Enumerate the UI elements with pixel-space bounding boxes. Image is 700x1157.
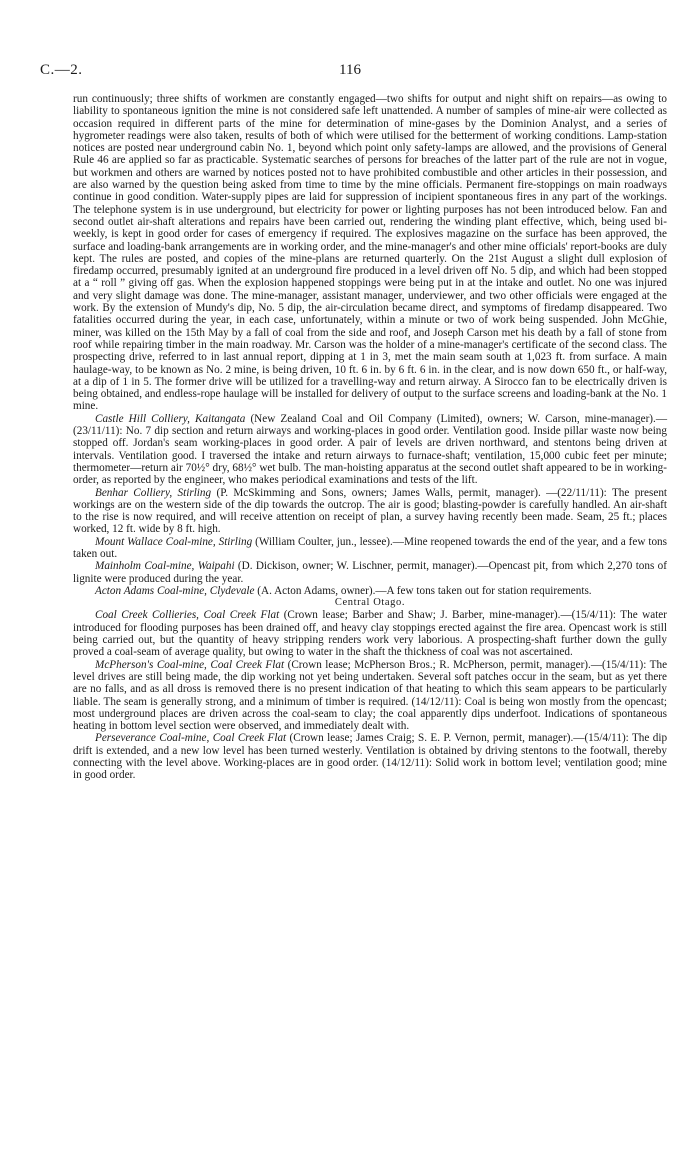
page-header	[40, 62, 660, 82]
paragraph-text: (Crown lease; McPherson Bros.; R. McPherson, permit, manager).—(15/4/11): The level drives are still being made, the dip working not yet being undertaken. Several soft patches occur in the seam, but as yet there are no falls, and as all dross is removed there is no present indication of that heating to which this seam appears to be particularly liable. The seam is generally strong, and a minimum of timber is required. (14/12/11): Coal is being won mostly from the opencast; most underground places are driven across the coal-seam to clay; the coal apparently dips underfoot. Indications of spontaneous heating in bottom level section were observed, and immediately dealt with.	[73, 658, 668, 733]
paragraph	[73, 536, 667, 561]
mine-location: Coal Creek Flat	[212, 732, 287, 745]
mine-location: Coal Creek Flat	[203, 609, 280, 622]
mine-name: Perseverance Coal-mine,	[95, 732, 210, 745]
document-body	[73, 93, 667, 782]
paragraph	[73, 585, 667, 597]
mine-name: Acton Adams Coal-mine,	[95, 584, 207, 597]
mine-name: McPherson's Coal-mine,	[95, 658, 207, 671]
mine-name: Benhar Colliery,	[95, 486, 173, 499]
paragraph	[73, 732, 667, 781]
paragraph-text: (Crown lease; James Craig; S. E. P. Vernon, permit, manager).—(15/4/11): The dip drift is extended, and a new low level has been turned westerly. Ventilation is obtained by driving stentons to the footwall, thereby connecting with the level above. Working-places are in good order. (14/12/11): Solid work in bottom level; ventilation good; mine in good order.	[73, 732, 668, 782]
mine-location: Kaitangata	[195, 412, 246, 425]
paragraph	[73, 659, 667, 733]
mine-location: Stirling	[218, 535, 253, 548]
paragraph-text: (A. Acton Adams, owner).—A few tons taken out for station requirements.	[257, 584, 592, 597]
paragraph	[73, 93, 667, 413]
mine-name: Coal Creek Collieries,	[95, 609, 199, 622]
paragraph-text: (P. McSkimming and Sons, owners; James Walls, permit, manager). —(22/11/11): The present workings are on the western side of the dip towards the outcrop. The air is good; blasting-powder is carefully handled. An air-shaft to the rise is now required, and will receive attention on receipt of plan, a survey having recently been made. Seam, 25 ft.; places worked, 12 ft. wide by 8 ft. high.	[73, 486, 668, 536]
paragraph-text: (Crown lease; Barber and Shaw; J. Barber, mine-manager).—(15/4/11): The water introduced for flooding purposes has been drained off, and heavy clay stoppings erected against the fire area. Opencast work is still being carried out, but the quantity of heavy stripping renders work very laborious. A prospecting-shaft further down the gully proved a coal-seam of average quality, but owing to water in the shaft the thickness of coal was not ascertained.	[73, 609, 668, 659]
paragraph-text: (New Zealand Coal and Oil Company (Limited), owners; W. Carson, mine-manager).—(23/11/11): No. 7 dip section and return airways and working-places in good order. Ventilation good. Inside pillar waste now being stopped off. Jordan's seam working-places in good order. A pair of levels are driven northward, and stentons being driven at intervals. Ventilation good. I traversed the intake and return airways to furnace-shaft; ventilation, 15,000 cubic feet per minute; thermometer—return air 70½° dry, 68½° wet bulb. The man-hoisting apparatus at the second outlet shaft appeared to be in working-order, as reported by the engineer, who makes periodical examinations and tests of the lift.	[73, 412, 668, 487]
paragraph-text: run continuously; three shifts of workmen are constantly engaged—two shifts for output and night shift on repairs—as owing to liability to spontaneous ignition the mine is not considered safe left unattended. A number of samples of mine-air were collected as occasion required in different parts of the mine for determination of mine-gases by the Dominion Analyst, and a series of hygrometer readings were also taken, results of both of which were utilised for the betterment of working conditions. Lamp-station notices are posted near underground cabin No. 1, beyond which point only safety-lamps are allowed, and the provisions of General Rule 46 are applied so far as practicable. Systematic searches of persons for breaches of the latter part of the rule are not in vogue, but workmen and others are warned by notices posted not to have prohibited combustible and other articles in their possession, and are also warned by the question being asked from time to time by the mine officials. Permanent fire-stoppings on main roadways continue in good condition. Water-supply pipes are laid for suppression of incipient spontaneous fires in any part of the workings. The telephone system is in use underground, but electricity for power or lighting purposes has not been introduced below. Fan and second outlet air-shaft alterations and repairs have been carried out, rendering the winding plant effective, which, being used bi-weekly, is kept in good order for cases of emergency if required. The explosives magazine on the surface has been approved, the surface and loading-bank arrangements are in working order, and the mine-manager's and other mine officials' report-books are duly kept. The rules are posted, and copies of the mine-plans are returned quarterly. On the 21st August a slight dull explosion of firedamp occurred, presumably ignited at an underground fire produced in a level driven off No. 5 dip, and which had been stopped at a “ roll ” giving off gas. When the explosion happened stoppings were being put in at the intake and outlet. No one was injured and very slight damage was done. The mine-manager, assistant manager, underviewer, and two other officials were engaged at the work. By the extension of Mundy's dip, No. 5 dip, the air-circulation became direct, and symptoms of firedamp disappeared. Two fatalities occurred during the year, in each case, unfortunately, within a minute or two of work being suspended. John McGhie, miner, was killed on the 15th May by a fall of coal from the side and roof, and Joseph Carson met his death by a fall of stone from roof while repairing timber in the main roadway. Mr. Carson was the holder of a mine-manager's certificate of the second class. The prospecting drive, referred to in last annual report, dipping at 1 in 3, met the main seam south at 1,023 ft. from surface. A main haulage-way, to be known as No. 2 mine, is being driven, 10 ft. 6 in. by 6 ft. 6 in. in the clear, and is now down 650 ft., or half-way, at a dip of 1 in 5. The former drive will be utilized for a travelling-way and return airway. A Sirocco fan to be electrically driven is being obtained, and endless-rope haulage will be installed for delivery of output to the surface screens and loading-bank at the No. 1 mine.	[73, 93, 667, 413]
mine-location: Clydevale	[209, 584, 255, 597]
mine-location: Waipahi	[197, 560, 235, 573]
section-heading: Central Otago.	[334, 597, 406, 609]
mine-name: Mainholm Coal-mine,	[95, 560, 195, 573]
page-number: 116	[339, 62, 361, 78]
paragraph	[73, 560, 667, 585]
mine-location: Stirling	[177, 486, 212, 499]
paragraph-text: (D. Dickison, owner; W. Lischner, permit, manager).—Opencast pit, from which 2,270 tons of lignite were produced during the year.	[73, 560, 667, 585]
mine-location: Coal Creek Flat	[210, 658, 285, 671]
paragraph-text: (William Coulter, jun., lessee).—Mine reopened towards the end of the year, and a few tons taken out.	[73, 535, 668, 560]
mine-name: Castle Hill Colliery,	[95, 412, 190, 425]
report-code: C.—2.	[40, 62, 83, 78]
mine-name: Mount Wallace Coal-mine,	[95, 535, 216, 548]
paragraph	[73, 413, 667, 487]
paragraph	[73, 609, 667, 658]
paragraph	[73, 487, 667, 536]
